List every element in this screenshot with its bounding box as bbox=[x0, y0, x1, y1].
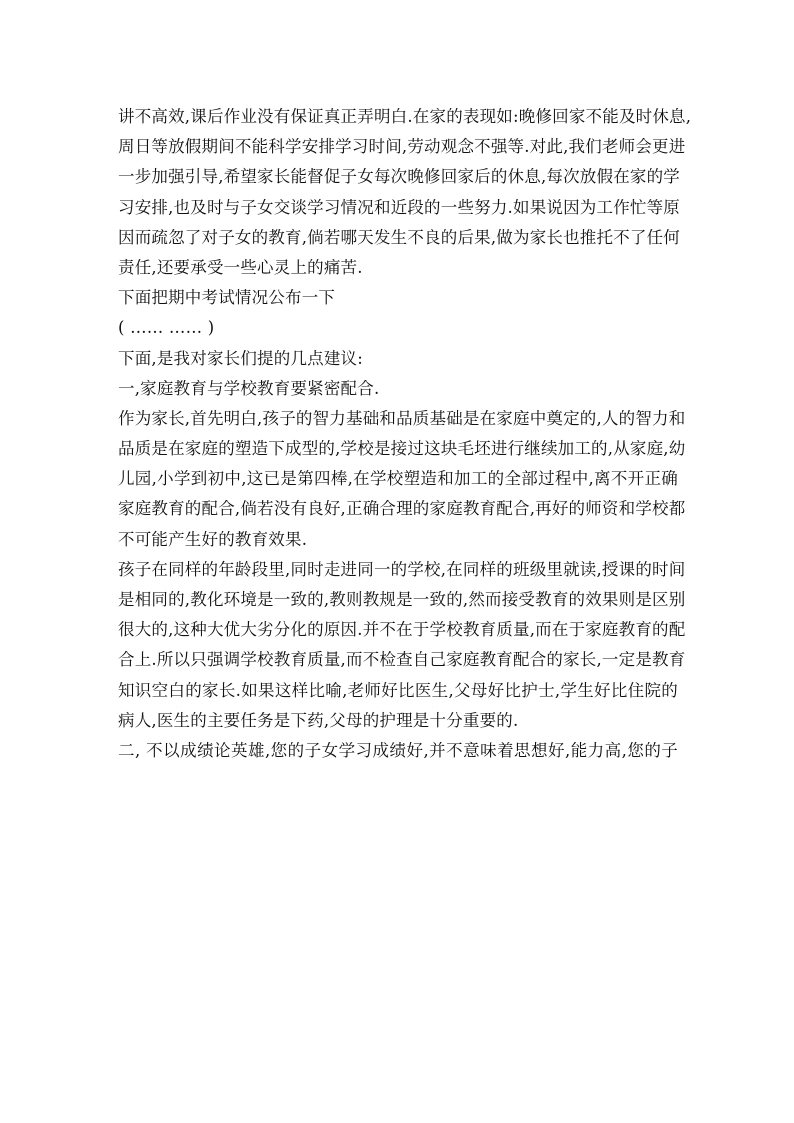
section-heading: 一,家庭教育与学校教育要紧密配合. bbox=[118, 378, 380, 398]
text-line: 病人,医生的主要任务是下药,父母的护理是十分重要的. bbox=[118, 710, 519, 730]
text-line: 合上.所以只强调学校教育质量,而不检查自己家庭教育配合的家长,一定是教育 bbox=[118, 650, 686, 670]
text-line: 作为家长,首先明白,孩子的智力基础和品质基础是在家庭中奠定的,人的智力和 bbox=[118, 408, 686, 428]
text-line: 知识空白的家长.如果这样比喻,老师好比医生,父母好比护士,学生好比住院的 bbox=[118, 680, 678, 700]
ellipsis-placeholder: ( …… …… ) bbox=[118, 318, 215, 338]
text-line: 是相同的,教化环境是一致的,教则教规是一致的,然而接受教育的效果则是区别 bbox=[118, 590, 686, 609]
text-line: 责任,还要承受一些心灵上的痛苦. bbox=[118, 257, 363, 277]
section-heading: 二, 不以成绩论英雄,您的子女学习成绩好,并不意味着思想好,能力高,您的子 bbox=[118, 740, 678, 760]
text-line: 很大的,这种大优大劣分化的原因.并不在于学校教育质量,而在于家庭教育的配 bbox=[118, 620, 686, 640]
text-line: 因而疏忽了对子女的教育,倘若哪天发生不良的后果,做为家长也推托不了任何 bbox=[118, 227, 680, 247]
text-line: 周日等放假期间不能科学安排学习时间,劳动观念不强等.对此,我们老师会更进 bbox=[118, 137, 686, 157]
section-note: 下面把期中考试情况公布一下 bbox=[118, 288, 336, 308]
text-line: 品质是在家庭的塑造下成型的,学校是接过这块毛坯进行继续加工的,从家庭,幼 bbox=[118, 439, 686, 459]
text-line: 讲不高效,课后作业没有保证真正弄明白.在家的表现如:晚修回家不能及时休息, bbox=[118, 107, 692, 126]
text-line: 下面,是我对家长们提的几点建议: bbox=[118, 348, 364, 368]
text-line: 儿园,小学到初中,这已是第四棒,在学校塑造和加工的全部过程中,离不开正确 bbox=[118, 469, 678, 489]
text-line: 习安排,也及时与子女交谈学习情况和近段的一些努力.如果说因为工作忙等原 bbox=[118, 197, 680, 217]
text-line: 家庭教育的配合,倘若没有良好,正确合理的家庭教育配合,再好的师资和学校都 bbox=[118, 499, 686, 519]
text-line: 一步加强引导,希望家长能督促子女每次晚修回家后的休息,每次放假在家的学 bbox=[118, 167, 680, 187]
document-body bbox=[118, 102, 692, 766]
text-line: 不可能产生好的教育效果. bbox=[118, 529, 308, 549]
text-line: 孩子在同样的年龄段里,同时走进同一的学校,在同样的班级里就读,授课的时间 bbox=[118, 559, 686, 579]
